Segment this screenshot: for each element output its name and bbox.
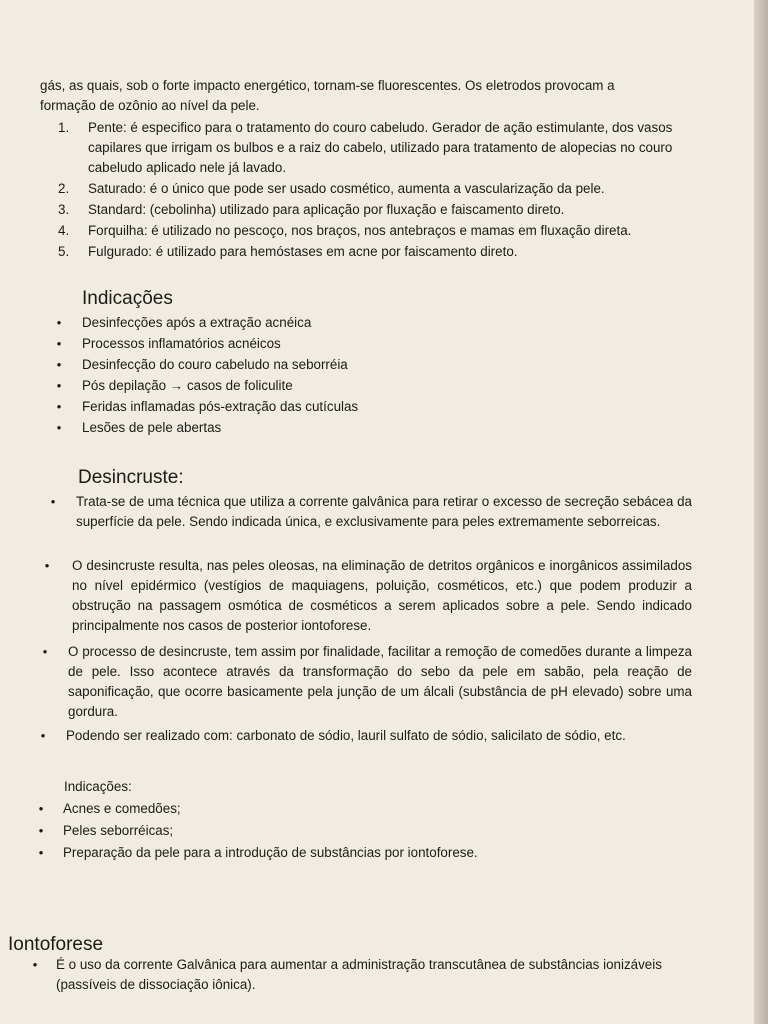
list-item: O processo de desincruste, tem assim por finalidade, facilitar a remoção de comedões durante a limpeza de pele. Isso acontece através da transformação do sebo da pele em sabão, pela reação de saponificação, que ocorre basicamente pela junção de um álcali (substância de pH elevado) sobre uma gordura. (68, 644, 692, 719)
list-item: O desincruste resulta, nas peles oleosas, na eliminação de detritos orgânicos e inorgânicos assimilados no nível epidérmico (vestígios de maquiagens, poluição, cosméticos, etc.) que podem produzir a obstrução na passagem osmótica de cosméticos a serem aplicados sobre a pele. Sendo indicado principalmente nos casos de posterior iontoforese. (72, 558, 692, 633)
bullet-icon: • (50, 494, 56, 509)
section-heading-iontoforese: Iontoforese (8, 934, 104, 955)
list-number: 1. (58, 120, 70, 135)
section-heading-indicacoes-2: Indicações: (64, 779, 132, 794)
list-item: Desinfecções após a extração acnéica (82, 315, 312, 330)
list-text: Standard: (cebolinha) utilizado para aplicação por fluxação e faiscamento direto. (88, 202, 565, 217)
bullet-icon: • (38, 823, 44, 838)
list-item: Processos inflamatórios acnéicos (82, 336, 281, 351)
bullet-icon: • (56, 420, 62, 435)
bullet-icon: • (32, 957, 38, 972)
list-text: Saturado: é o único que pode ser usado cosmético, aumenta a vascularização da pele. (88, 181, 605, 196)
list-item: Peles seborréicas; (63, 823, 174, 838)
list-text: Fulgurado: é utilizado para hemóstases em acne por faiscamento direto. (88, 244, 518, 259)
list-number: 3. (58, 202, 70, 217)
list-item: É o uso da corrente Galvânica para aumentar a administração transcutânea de substâncias ionizáveis (passíveis de dissociação iônica). (56, 957, 662, 992)
list-item: Desinfecção do couro cabeludo na seborréia (82, 357, 348, 372)
list-number: 5. (58, 244, 70, 259)
bullet-icon: • (40, 728, 46, 743)
list-text: Forquilha: é utilizado no pescoço, nos braços, nos antebraços e mamas em fluxação direta. (88, 223, 632, 238)
bullet-icon: • (56, 315, 62, 330)
bullet-icon: • (56, 378, 62, 393)
list-number: 2. (58, 181, 70, 196)
intro-line-2: formação de ozônio ao nível da pele. (40, 98, 260, 113)
section-heading-desincruste: Desincruste: (78, 467, 184, 488)
list-item: Acnes e comedões; (63, 801, 181, 816)
list-item: Lesões de pele abertas (82, 420, 222, 435)
bullet-icon: • (56, 336, 62, 351)
list-item: Podendo ser realizado com: carbonato de sódio, lauril sulfato de sódio, salicilato de sódio, etc. (66, 728, 626, 743)
list-item: Feridas inflamadas pós-extração das cutículas (82, 399, 359, 414)
list-item (58, 118, 698, 178)
bullet-icon: • (42, 644, 48, 659)
page-edge-shadow (754, 0, 768, 1024)
list-item: Preparação da pele para a introdução de substâncias por iontoforese. (63, 845, 478, 860)
bullet-icon: • (44, 558, 50, 573)
bullet-icon: • (38, 801, 44, 816)
section-heading-indicacoes: Indicações (82, 288, 173, 309)
bullet-icon: • (56, 399, 62, 414)
list-number: 4. (58, 223, 70, 238)
list-text: Pente: é especifico para o tratamento do couro cabeludo. Gerador de ação estimulante, dos vasos capilares que irrigam os bulbos e a raiz do cabelo, utilizado para tratamento de alopecias no couro cabeludo aplicado nele já lavado. (88, 120, 673, 175)
bullet-icon: • (56, 357, 62, 372)
list-item: Trata-se de uma técnica que utiliza a corrente galvânica para retirar o excesso de secreção sebácea da superfície da pele. Sendo indicada única, e exclusivamente para peles extremamente seborreicas. (76, 494, 692, 529)
list-item: Pós depilação → casos de foliculite (82, 378, 293, 393)
bullet-icon: • (38, 845, 44, 860)
intro-line-1: gás, as quais, sob o forte impacto energético, tornam-se fluorescentes. Os eletrodos provocam a (40, 78, 615, 93)
